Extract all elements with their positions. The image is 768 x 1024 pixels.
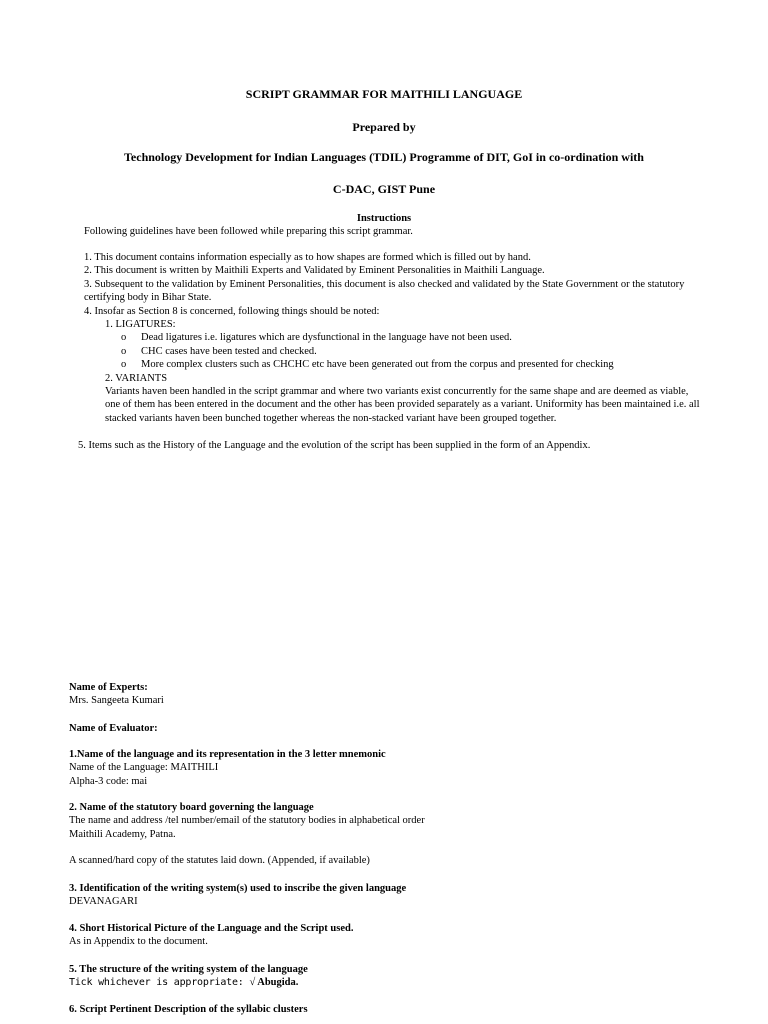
section-1-heading: 1.Name of the language and its representation in the 3 letter mnemonic [69, 749, 386, 760]
org-line: Technology Development for Indian Languages (TDIL) Programme of DIT, GoI in co-ordination with [124, 150, 644, 164]
section-2-heading: 2. Name of the statutory board governing the language [69, 802, 314, 813]
bullet-icon: o [121, 345, 127, 357]
language-name: Name of the Language: MAITHILI [69, 762, 219, 774]
history-note: As in Appendix to the document. [69, 936, 208, 948]
guideline-3: 3. Subsequent to the validation by Eminent Personalities, this document is also checked and validated by the State Government or the statutory certifying body in Bihar State. [84, 278, 685, 304]
section-5 [69, 963, 308, 990]
guideline-4: 4. Insofar as Section 8 is concerned, following things should be noted: [84, 305, 380, 317]
variants-heading: 2. VARIANTS [105, 372, 168, 384]
guideline-2: 2. This document is written by Maithili Experts and Validated by Eminent Personalities in Maithili Language. [84, 265, 545, 277]
section-1 [69, 748, 386, 788]
section-3 [69, 882, 406, 909]
guideline-5: 5. Items such as the History of the Language and the evolution of the script has been supplied in the form of an Appendix. [78, 440, 591, 451]
section-6-heading: 6. Script Pertinent Description of the syllabic clusters [69, 1004, 308, 1015]
experts-value: Mrs. Sangeeta Kumari [69, 695, 164, 707]
alpha3-code: Alpha-3 code: mai [69, 775, 148, 787]
guideline-1: 1. This document contains information especially as to how shapes are formed which is filled out by hand. [84, 252, 531, 263]
instructions-heading: Instructions [356, 213, 412, 224]
writing-system: DEVANAGARI [69, 896, 138, 908]
prepared-by: Prepared by [352, 120, 416, 134]
ligatures-heading: 1. LIGATURES: [105, 319, 176, 331]
statutes-note: A scanned/hard copy of the statutes laid down. (Appended, if available) [69, 855, 370, 867]
experts-label: Name of Experts: [69, 682, 148, 693]
statutory-body: Maithili Academy, Patna. [69, 828, 176, 840]
bullet-icon: o [121, 332, 127, 344]
variants-text: Variants haven been handled in the script grammar and where two variants exist concurrently for the same shape and are deemed as viable, one of them has been entered in the document and the other has been provided separately as a variant. Uniformity has been maintained i.e. all stacked variants haven been bunched together whereas the non-stacked variant have been grouped together. [105, 386, 700, 424]
evaluator-label: Name of Evaluator: [69, 723, 158, 734]
bullet-icon: o [121, 359, 127, 371]
check-icon: √ [249, 977, 256, 989]
section-5-heading: 5. The structure of the writing system of the language [69, 964, 308, 975]
tick-prompt: Tick whichever is appropriate: [69, 977, 250, 989]
ligature-item: o CHC cases have been tested and checked. [121, 345, 317, 357]
section-4 [69, 922, 353, 949]
document-title: SCRIPT GRAMMAR FOR MAITHILI LANGUAGE [245, 87, 523, 101]
experts-section [69, 681, 164, 708]
structure-answer [69, 976, 308, 989]
ligature-item: o Dead ligatures i.e. ligatures which are dysfunctional in the language have not been used. [121, 332, 512, 344]
guidelines-list [84, 251, 704, 425]
section-3-heading: 3. Identification of the writing system(s) used to inscribe the given language [69, 883, 407, 894]
intro-text: Following guidelines have been followed while preparing this script grammar. [84, 226, 413, 237]
section-4-heading: 4. Short Historical Picture of the Language and the Script used. [69, 923, 354, 934]
ligature-item: o More complex clusters such as CHCHC etc have been generated out from the corpus and presented for checking [121, 359, 614, 371]
section-2 [69, 801, 425, 868]
section-6 [69, 1003, 308, 1016]
evaluator-section [69, 722, 158, 735]
statutory-bodies-text: The name and address /tel number/email of the statutory bodies in alphabetical order [69, 815, 425, 827]
org-line-2: C-DAC, GIST Pune [332, 182, 436, 196]
structure-value: Abugida. [255, 977, 299, 989]
